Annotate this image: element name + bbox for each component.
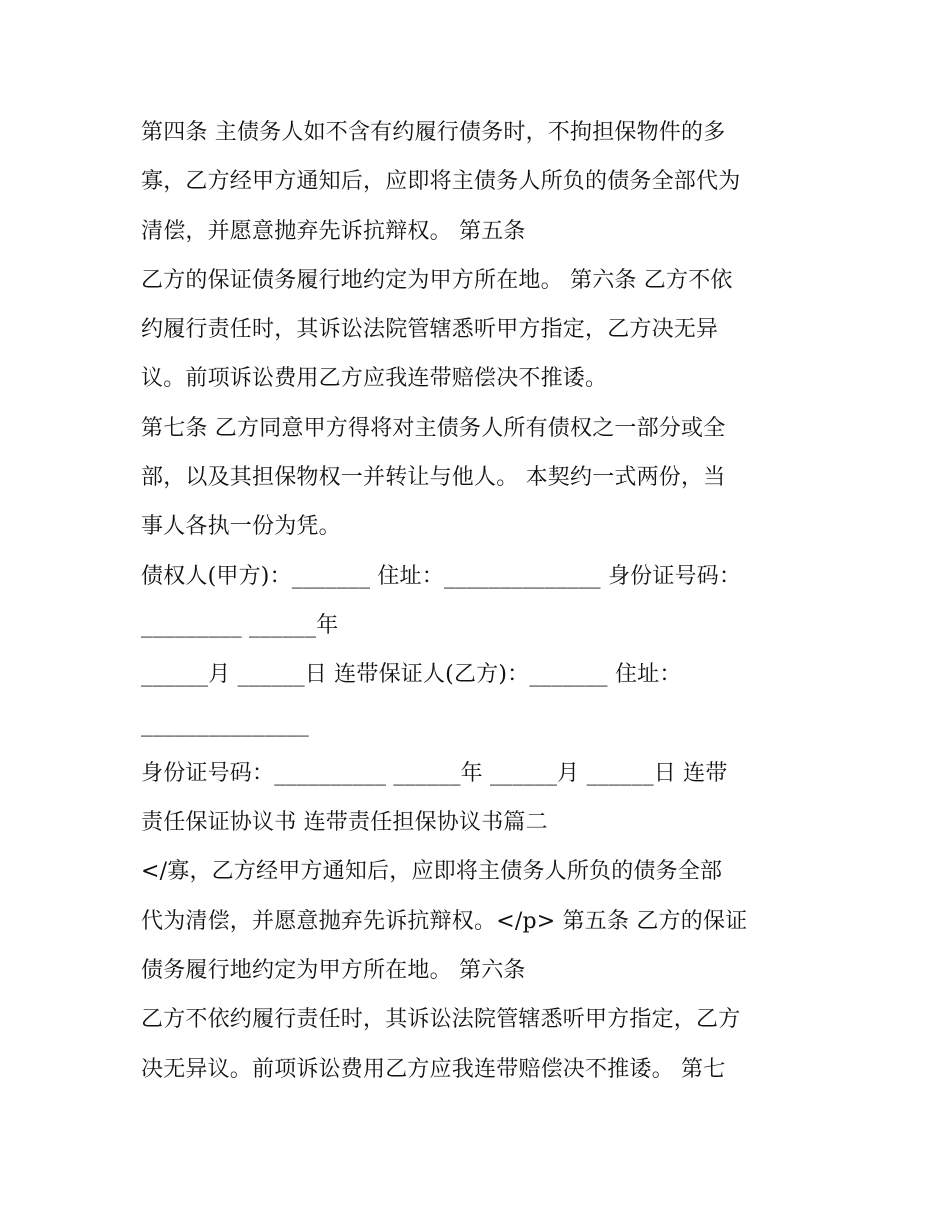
text-line: 债务履行地约定为甲方所在地。 第六条 <box>141 958 526 984</box>
signature-line: _______________ <box>141 711 309 737</box>
text-line: 清偿，并愿意抛弃先诉抗辩权。 第五条 <box>141 218 526 244</box>
signature-line: ______月 ______日 连带保证人(乙方)：_______ 住址： <box>141 662 682 688</box>
text-line: 事人各执一份为凭。 <box>141 514 341 540</box>
text-line: 约履行责任时，其诉讼法院管辖悉听甲方指定，乙方决无异 <box>141 317 719 343</box>
text-line: 乙方不依约履行责任时，其诉讼法院管辖悉听甲方指定，乙方 <box>141 1007 741 1033</box>
text-line: 部，以及其担保物权一并转让与他人。 本契约一式两份，当 <box>141 465 726 491</box>
text-line: 议。前项诉讼费用乙方应我连带赔偿决不推诿。 <box>141 366 608 392</box>
text-line: 代为清偿，并愿意抛弃先诉抗辩权。</p> 第五条 乙方的保证 <box>141 908 748 934</box>
text-line: 第四条 主债务人如不含有约履行债务时，不拘担保物件的多 <box>141 120 726 145</box>
signature-line: 身份证号码：__________ ______年 ______月 ______日 连带 <box>141 760 728 786</box>
text-line: </寡，乙方经甲方通知后，应即将主债务人所负的债务全部 <box>141 859 723 885</box>
text-line: 乙方的保证债务履行地约定为甲方所在地。 第六条 乙方不依 <box>141 267 733 293</box>
signature-line: 债权人(甲方)：_______ 住址：______________ 身份证号码： <box>141 563 742 589</box>
text-line: 第七条 乙方同意甲方得将对主债务人所有债权之一部分或全 <box>141 415 726 441</box>
text-line: 寡，乙方经甲方通知后，应即将主债务人所负的债务全部代为 <box>141 169 741 195</box>
document-body <box>141 108 841 1094</box>
section-title-line: 责任保证协议书 连带责任担保协议书篇二 <box>141 810 548 836</box>
signature-line: _________ ______年 <box>141 612 339 638</box>
text-line: 决无异议。前项诉讼费用乙方应我连带赔偿决不推诿。 第七 <box>141 1056 726 1082</box>
